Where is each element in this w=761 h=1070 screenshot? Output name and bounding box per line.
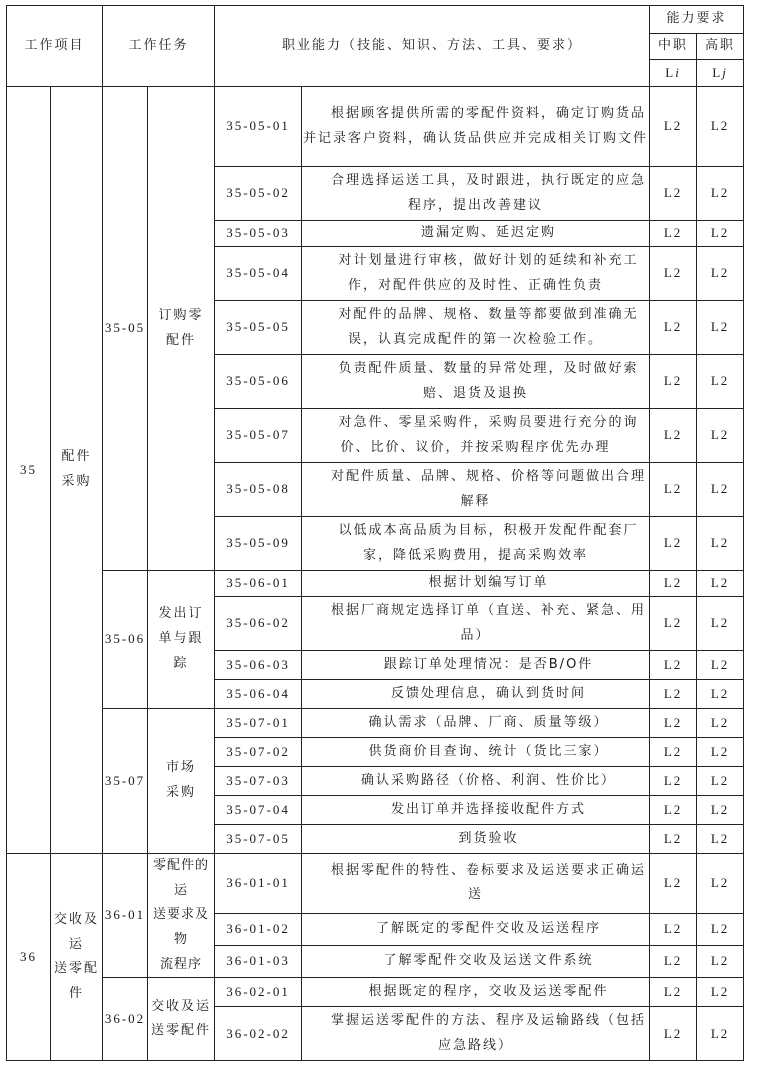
level-mid: L2	[650, 409, 697, 463]
table-row	[7, 978, 744, 1007]
ability-text: 确认采购路径（价格、利润、性价比）	[361, 772, 617, 788]
table-row	[7, 571, 744, 597]
level-mid: L2	[650, 709, 697, 738]
project-number: 36	[7, 854, 51, 1061]
level-high: L2	[697, 167, 744, 221]
level-high: L2	[697, 301, 744, 355]
ability-text: 到货验收	[458, 830, 519, 846]
level-high: L2	[697, 651, 744, 680]
ability-text: 供货商价目查询、统计（货比三家）	[368, 743, 609, 759]
header-lj-suffix: j	[722, 64, 728, 80]
project-number: 35	[7, 87, 51, 854]
level-mid: L2	[650, 355, 697, 409]
ability-text: 以低成本高品质为目标，积极开发配件配套厂家，降低采购费用，提高采购效率	[338, 522, 639, 563]
ability-text-cell	[302, 167, 650, 221]
ability-text-cell	[302, 651, 650, 680]
ability-code: 35-07-04	[215, 796, 302, 825]
level-mid: L2	[650, 651, 697, 680]
level-mid: L2	[650, 301, 697, 355]
level-high: L2	[697, 247, 744, 301]
ability-text: 对计划量进行审核，做好计划的延续和补充工作，对配件供应的及时性、正确性负责	[338, 252, 639, 293]
ability-text-cell	[302, 247, 650, 301]
level-high: L2	[697, 680, 744, 709]
level-mid: L2	[650, 854, 697, 914]
header-li-suffix: i	[675, 64, 681, 80]
ability-code: 35-05-01	[215, 87, 302, 167]
task-name: 订购零 配件	[148, 87, 215, 571]
ability-code: 35-05-05	[215, 301, 302, 355]
ability-code: 35-07-03	[215, 767, 302, 796]
ability-text: 了解既定的零配件交收及运送程序	[376, 921, 602, 937]
ability-text: 确认需求（品牌、厂商、质量等级）	[368, 714, 609, 730]
level-mid: L2	[650, 767, 697, 796]
ability-code: 35-05-08	[215, 463, 302, 517]
ability-text-cell	[302, 825, 650, 854]
header-high: 高职	[697, 34, 744, 60]
level-high: L2	[697, 597, 744, 651]
header-ability: 职业能力（技能、知识、方法、工具、要求）	[215, 6, 650, 87]
ability-text: 合理选择运送工具，及时跟进，执行既定的应急程序，提出改善建议	[331, 172, 647, 213]
task-code: 35-06	[103, 571, 148, 709]
level-high: L2	[697, 978, 744, 1007]
ability-text-cell	[302, 978, 650, 1007]
task-name: 发出订 单与跟 踪	[148, 571, 215, 709]
level-mid: L2	[650, 913, 697, 945]
ability-code: 35-05-09	[215, 517, 302, 571]
level-mid: L2	[650, 517, 697, 571]
level-mid: L2	[650, 1007, 697, 1061]
ability-text: 跟踪订单处理情况：是否B/O件	[383, 656, 594, 672]
header-lj	[697, 60, 744, 87]
level-high: L2	[697, 825, 744, 854]
level-mid: L2	[650, 946, 697, 978]
level-high: L2	[697, 221, 744, 247]
ability-code: 35-06-03	[215, 651, 302, 680]
header-lj-prefix: L	[712, 64, 723, 80]
table-row	[7, 709, 744, 738]
project-name: 配件 采购	[51, 87, 103, 854]
ability-text-cell	[302, 680, 650, 709]
ability-text: 对配件的品牌、规格、数量等都要做到准确无误，认真完成配件的第一次检验工作。	[338, 306, 639, 347]
ability-code: 35-06-02	[215, 597, 302, 651]
ability-text: 对急件、零星采购件，采购员要进行充分的询价、比价、议价，并按采购程序优先办理	[338, 414, 639, 455]
level-high: L2	[697, 738, 744, 767]
ability-text-cell	[302, 767, 650, 796]
ability-code: 35-05-02	[215, 167, 302, 221]
ability-code: 35-05-07	[215, 409, 302, 463]
ability-text-cell	[302, 301, 650, 355]
ability-text-cell	[302, 463, 650, 517]
ability-text: 根据零配件的特性、卷标要求及运送要求正确运送	[331, 862, 647, 903]
level-mid: L2	[650, 597, 697, 651]
ability-text-cell	[302, 571, 650, 597]
ability-text-cell	[302, 87, 650, 167]
level-high: L2	[697, 1007, 744, 1061]
ability-text: 根据顾客提供所需的零配件资料，确定订购货品并记录客户资料，确认货品供应并完成相关订购文件	[303, 105, 649, 146]
ability-text: 根据计划编写订单	[428, 575, 549, 591]
ability-code: 36-02-01	[215, 978, 302, 1007]
level-high: L2	[697, 854, 744, 914]
table-row	[7, 854, 744, 914]
ability-code: 35-05-04	[215, 247, 302, 301]
header-li-prefix: L	[665, 64, 676, 80]
level-high: L2	[697, 709, 744, 738]
ability-text-cell	[302, 1007, 650, 1061]
task-code: 35-05	[103, 87, 148, 571]
level-high: L2	[697, 87, 744, 167]
ability-text: 对配件质量、品牌、规格、价格等问题做出合理解释	[331, 468, 647, 509]
table-row	[7, 87, 744, 167]
level-mid: L2	[650, 825, 697, 854]
ability-code: 36-01-02	[215, 913, 302, 945]
task-code: 36-02	[103, 978, 148, 1061]
ability-text: 遗漏定购、延迟定购	[421, 225, 557, 241]
level-mid: L2	[650, 571, 697, 597]
ability-code: 35-06-04	[215, 680, 302, 709]
header-mid: 中职	[650, 34, 697, 60]
task-code: 35-07	[103, 709, 148, 854]
level-mid: L2	[650, 978, 697, 1007]
ability-text: 负责配件质量、数量的异常处理，及时做好索赔、退货及退换	[338, 360, 639, 401]
level-mid: L2	[650, 221, 697, 247]
competency-table	[6, 5, 744, 1061]
ability-code: 36-01-03	[215, 946, 302, 978]
ability-text: 掌握运送零配件的方法、程序及运输路线（包括应急路线）	[331, 1013, 647, 1053]
ability-text: 发出订单并选择接收配件方式	[391, 801, 587, 817]
ability-text-cell	[302, 221, 650, 247]
ability-code: 35-05-06	[215, 355, 302, 409]
project-name: 交收及运 送零配件	[51, 854, 103, 1061]
level-high: L2	[697, 463, 744, 517]
ability-text-cell	[302, 517, 650, 571]
level-mid: L2	[650, 167, 697, 221]
level-mid: L2	[650, 463, 697, 517]
level-high: L2	[697, 946, 744, 978]
header-requirement: 能力要求	[650, 6, 744, 34]
header-li	[650, 60, 697, 87]
task-name: 零配件的运 送要求及物 流程序	[148, 854, 215, 978]
level-high: L2	[697, 517, 744, 571]
ability-text: 根据厂商规定选择订单（直送、补充、紧急、用品）	[331, 602, 647, 643]
ability-text-cell	[302, 709, 650, 738]
level-high: L2	[697, 796, 744, 825]
ability-code: 36-01-01	[215, 854, 302, 914]
ability-text-cell	[302, 946, 650, 978]
ability-text: 根据既定的程序，交收及运送零配件	[368, 984, 609, 1000]
level-high: L2	[697, 913, 744, 945]
level-high: L2	[697, 409, 744, 463]
ability-text: 了解零配件交收及运送文件系统	[383, 953, 594, 969]
ability-code: 35-07-02	[215, 738, 302, 767]
ability-text-cell	[302, 854, 650, 914]
ability-text: 反馈处理信息，确认到货时间	[391, 685, 587, 701]
ability-text-cell	[302, 597, 650, 651]
level-high: L2	[697, 355, 744, 409]
ability-code: 35-05-03	[215, 221, 302, 247]
task-code: 36-01	[103, 854, 148, 978]
level-mid: L2	[650, 247, 697, 301]
ability-text-cell	[302, 913, 650, 945]
ability-code: 35-07-05	[215, 825, 302, 854]
level-mid: L2	[650, 87, 697, 167]
task-name: 市场 采购	[148, 709, 215, 854]
ability-code: 36-02-02	[215, 1007, 302, 1061]
ability-code: 35-06-01	[215, 571, 302, 597]
task-name: 交收及运 送零配件	[148, 978, 215, 1061]
ability-text-cell	[302, 409, 650, 463]
level-high: L2	[697, 571, 744, 597]
level-mid: L2	[650, 738, 697, 767]
header-project: 工作项目	[7, 6, 103, 87]
level-mid: L2	[650, 680, 697, 709]
ability-text-cell	[302, 738, 650, 767]
header-task: 工作任务	[103, 6, 215, 87]
level-high: L2	[697, 767, 744, 796]
level-mid: L2	[650, 796, 697, 825]
ability-code: 35-07-01	[215, 709, 302, 738]
ability-text-cell	[302, 355, 650, 409]
ability-text-cell	[302, 796, 650, 825]
